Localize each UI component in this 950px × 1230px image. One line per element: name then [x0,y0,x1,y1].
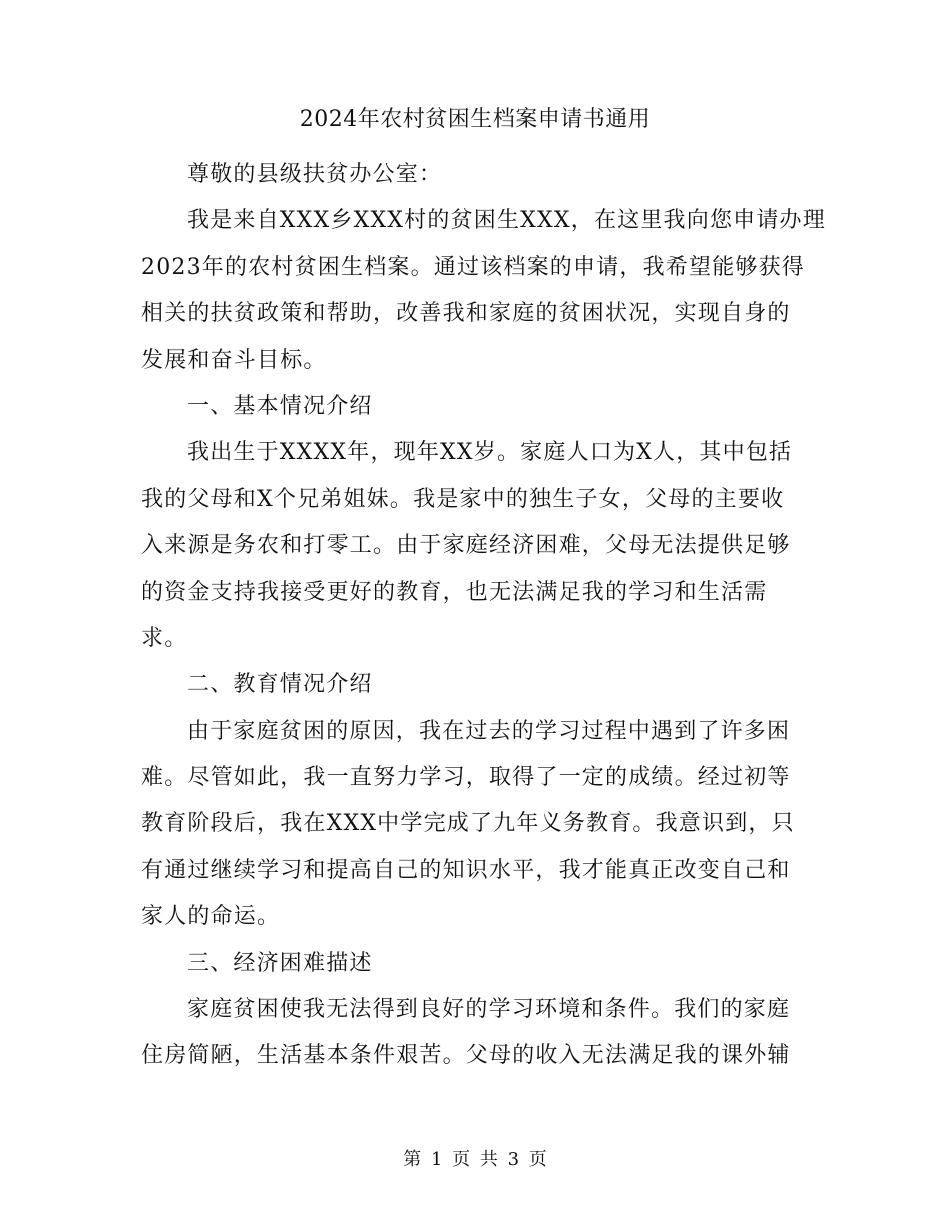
paragraph-line: 由于家庭贫困的原因，我在过去的学习过程中遇到了许多困 [187,718,791,744]
paragraph-line: 入来源是务农和打零工。由于家庭经济困难，父母无法提供足够 [141,533,791,559]
paragraph-line: 的资金支持我接受更好的教育，也无法满足我的学习和生活需 [141,579,768,605]
page-footer: 第 1 页 共 3 页 [403,1149,547,1170]
document-body [141,152,826,1080]
paragraph-line: 家人的命运。 [141,904,281,930]
paragraph-line: 一、基本情况介绍 [187,393,373,419]
paragraph-line: 我出生于XXXX年，现年XX岁。家庭人口为X人，其中包括 [187,440,793,466]
paragraph-line: 相关的扶贫政策和帮助，改善我和家庭的贫困状况，实现自身的 [141,301,791,327]
paragraph-line: 家庭贫困使我无法得到良好的学习环境和条件。我们的家庭 [187,997,791,1023]
paragraph-line: 三、经济困难描述 [187,950,373,976]
paragraph-line: 教育阶段后，我在XXX中学完成了九年义务教育。我意识到，只 [141,811,795,837]
paragraph-line: 我的父母和X个兄弟姐妹。我是家中的独生子女，父母的主要收 [141,486,785,512]
paragraph-line: 难。尽管如此，我一直努力学习，取得了一定的成绩。经过初等 [141,765,791,791]
paragraph-line: 住房简陋，生活基本条件艰苦。父母的收入无法满足我的课外辅 [141,1043,791,1069]
paragraph-line: 发展和奋斗目标。 [141,347,327,373]
paragraph-line: 尊敬的县级扶贫办公室： [187,162,443,187]
paragraph-line: 我是来自XXX乡XXX村的贫困生XXX，在这里我向您申请办理 [187,208,826,234]
paragraph-line: 求。 [141,625,188,651]
document-title: 2024年农村贫困生档案申请书通用 [299,107,651,132]
paragraph-line: 有通过继续学习和提高自己的知识水平，我才能真正改变自己和 [141,857,791,883]
paragraph-line: 2023年的农村贫困生档案。通过该档案的申请，我希望能够获得 [141,254,805,280]
paragraph-line: 二、教育情况介绍 [187,672,373,698]
